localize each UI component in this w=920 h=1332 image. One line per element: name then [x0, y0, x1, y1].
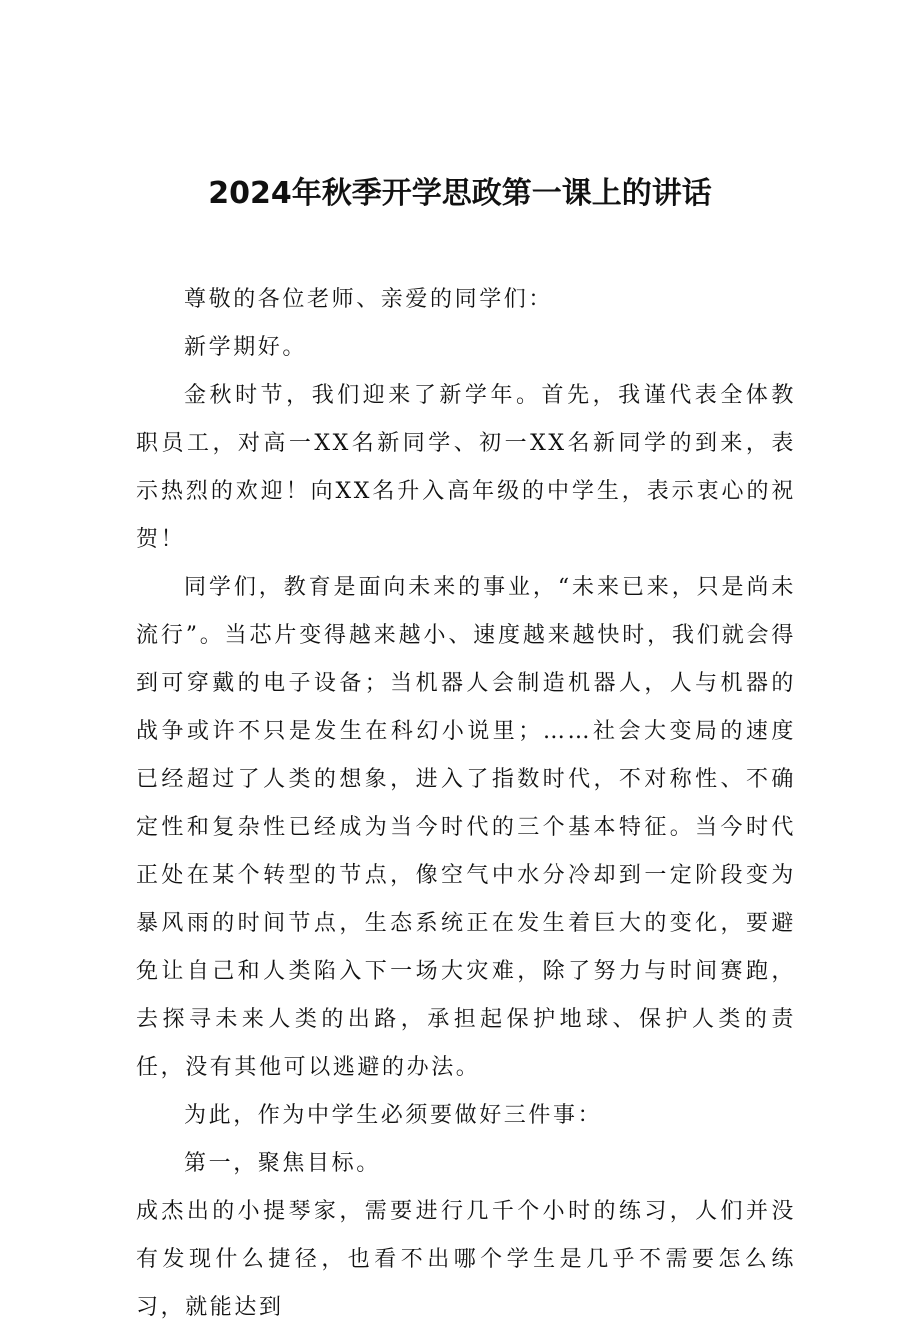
paragraph-welcome: 金秋时节，我们迎来了新学年。首先，我谨代表全体教职员工，对高一XX名新同学、初一XX名新同学的到来，表示热烈的欢迎！向XX名升入高年级的中学生，表示衷心的祝贺！	[136, 383, 796, 552]
paragraph-salutation: 尊敬的各位老师、亲爱的同学们：	[184, 287, 554, 312]
paragraph-future: 同学们，教育是面向未来的事业，“未来已来，只是尚未流行”。当芯片变得越来越小、速度越来越快时，我们就会得到可穿戴的电子设备；当机器人会制造机器人，人与机器的战争或许不只是发生在科幻小说里；……社会大变局的速度已经超过了人类的想象，进入了指数时代，不对称性、不确定性和复杂性已经成为当今时代的三个基本特征。当今时代正处在某个转型的节点，像空气中水分冷却到一定阶段变为暴风雨的时间节点，生态系统正在发生着巨大的变化，要避免让自己和人类陷入下一场大灾难，除了努力与时间赛跑，去探寻未来人类的出路，承担起保护地球、保护人类的责任，没有其他可以逃避的办法。	[136, 575, 796, 1080]
paragraph-first-point: 第一，聚焦目标。	[184, 1151, 381, 1176]
paragraph-greeting: 新学期好。	[184, 335, 308, 360]
paragraph-three-things: 为此，作为中学生必须要做好三件事：	[184, 1103, 603, 1128]
paragraph-violinist: 成杰出的小提琴家，需要进行几千个小时的练习，人们并没有发现什么捷径，也看不出哪个学生是几乎不需要怎么练习，就能达到	[136, 1199, 796, 1320]
document-title: 2024年秋季开学思政第一课上的讲话	[208, 176, 712, 211]
document-body	[136, 276, 796, 1332]
